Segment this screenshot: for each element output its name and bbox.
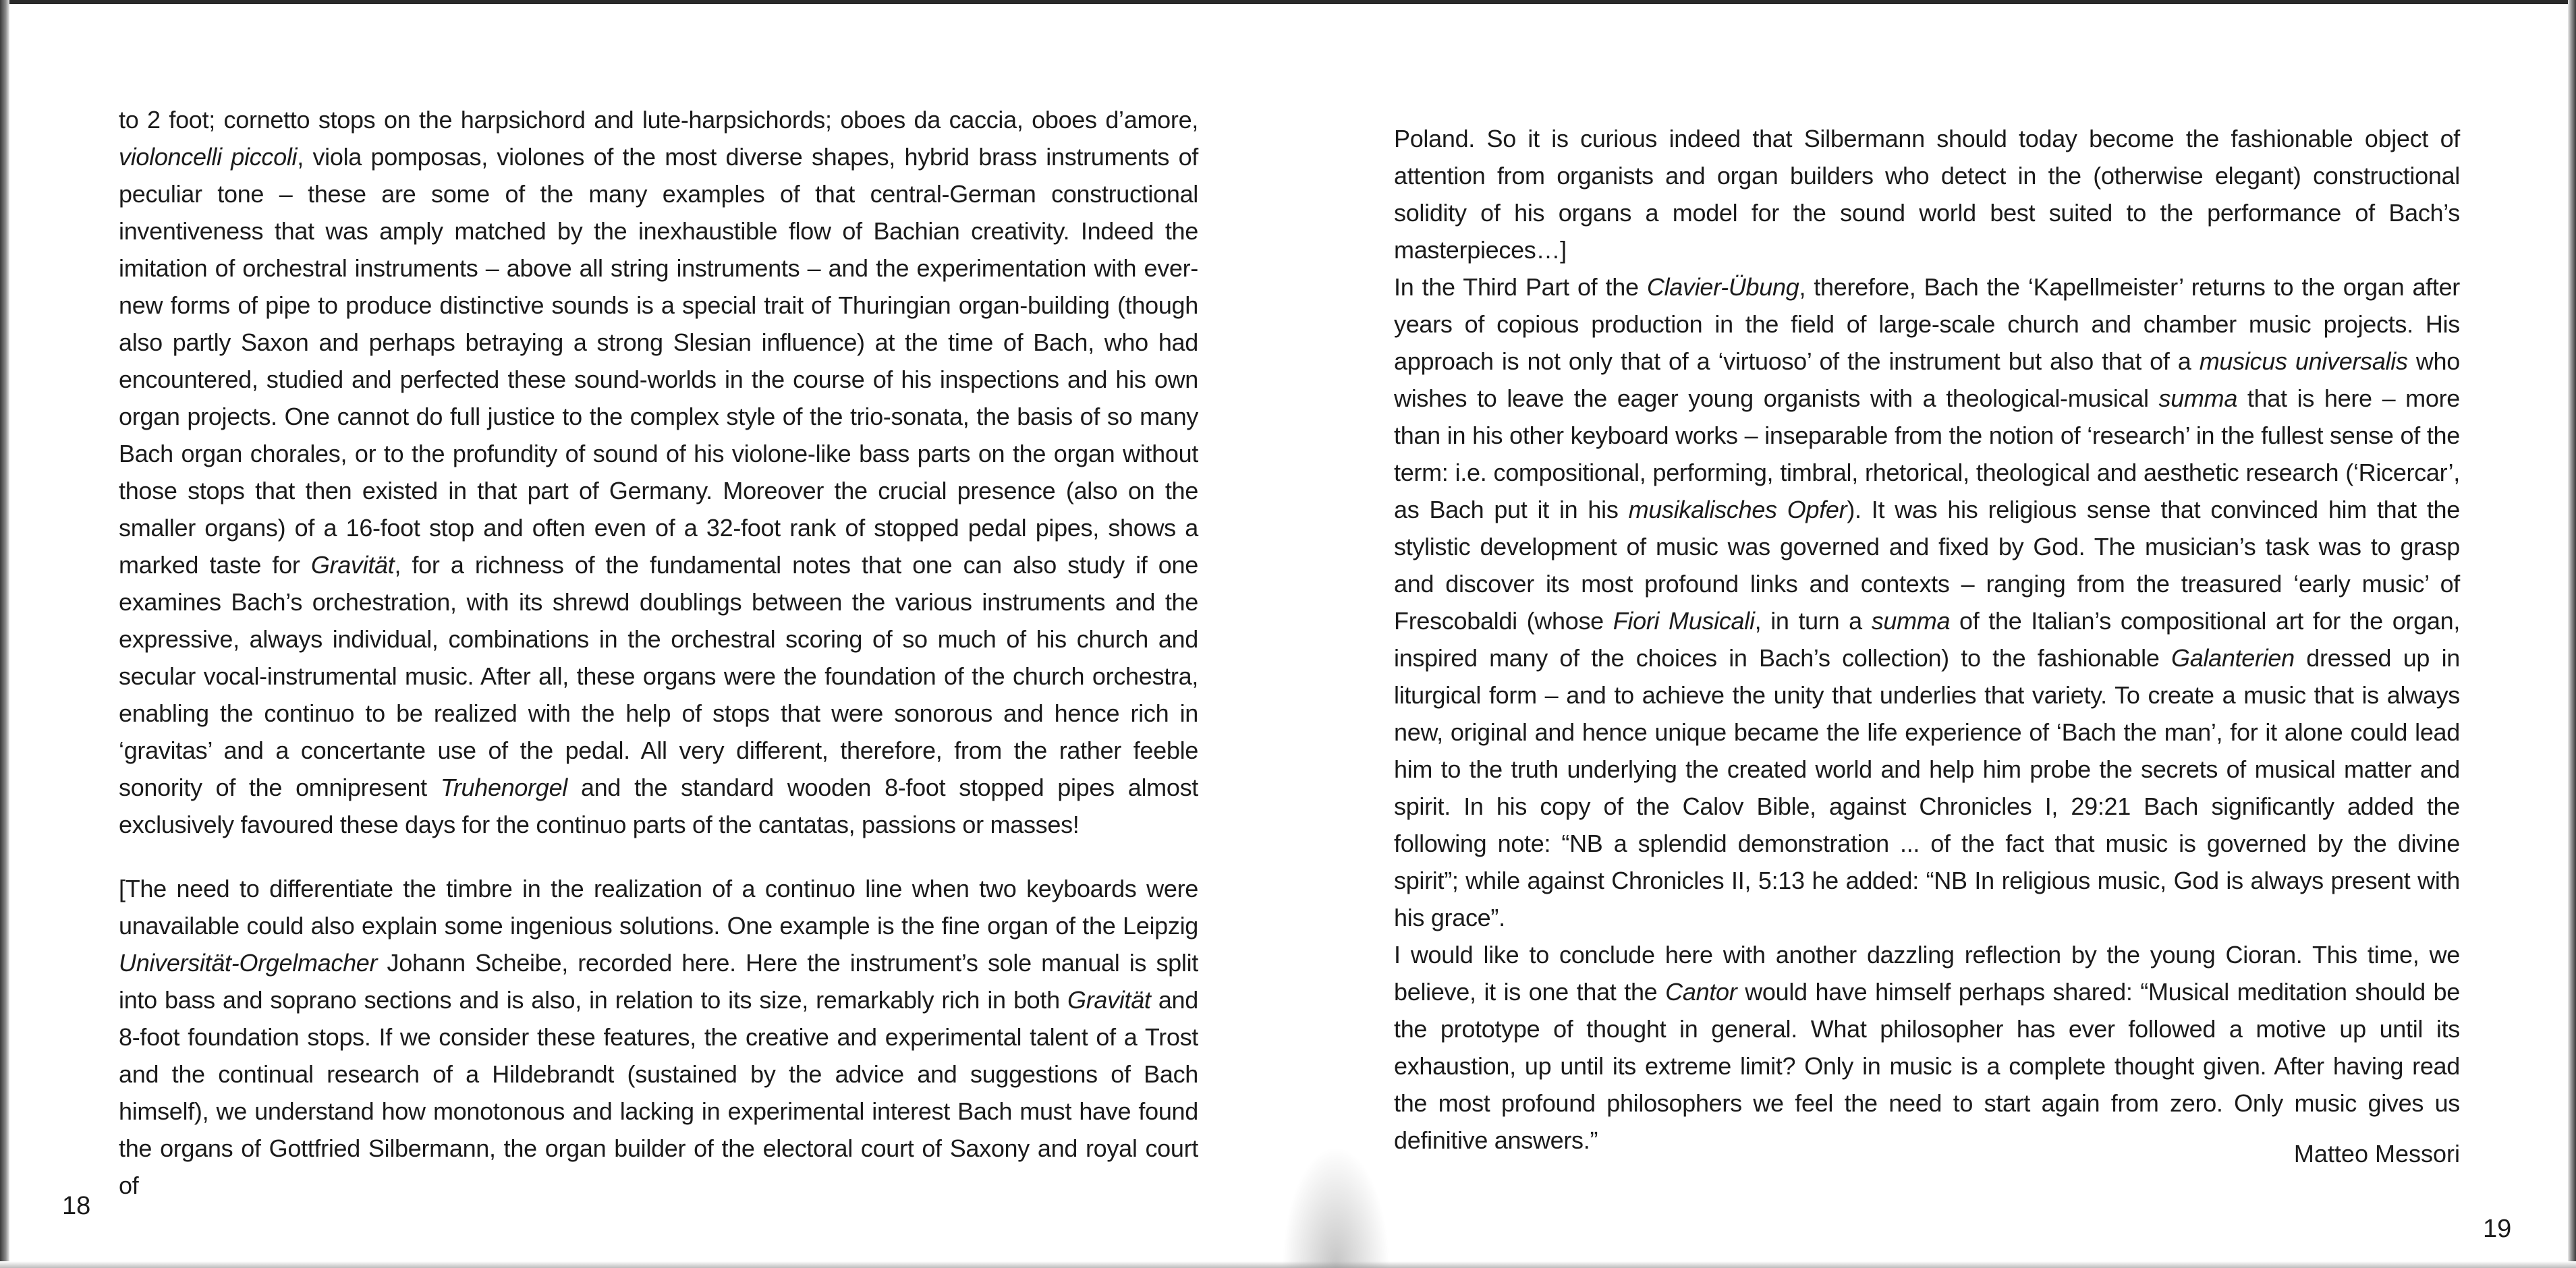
- italic-text-run: Universität-Orgelmacher: [119, 949, 378, 977]
- text-run: Johann Scheibe, recorded here. Here the instrument’s sole manual is split into bass and soprano sections and is also, in relation to its size, remarkably rich in both: [119, 949, 1198, 1014]
- italic-text-run: Gravität: [310, 551, 395, 579]
- italic-text-run: Galanterien: [2171, 644, 2295, 672]
- text-run: that is here – more than in his other keyboard works – inseparable from the notion of ‘research’ in the fullest sense of the term: i.e. compositional, performing, timbral, rhetorical, theological and aesthetic research (‘Ricercar’, as Bach put it in his: [1394, 384, 2460, 523]
- text-run: , therefore, Bach the ‘Kapellmeister’ returns to the organ after years of copious production in the field of large-scale church and chamber music projects. His approach is not only that of a ‘virtuoso’ of the instrument but also that of a: [1394, 273, 2460, 375]
- text-run: Poland. So it is curious indeed that Silbermann should today become the fashionable object of attention from organists and organ builders who detect in the (otherwise elegant) constructional solidity of his organs a model for the sound world best suited to the performance of Bach’s masterpieces…]: [1394, 125, 2460, 264]
- italic-text-run: Gravität: [1067, 986, 1151, 1014]
- binding-gutter-shadow: [1282, 1147, 1390, 1268]
- text-run: , for a richness of the fundamental notes that one can also study if one examines Bach’s orchestration, with its shrewd doublings between the various instruments and the expressive, always individual, combinations in the orchestral scoring of so much of his church and secular vocal-instrumental music. After all, these organs were the foundation of the church orchestra, enabling the continuo to be realized with the help of stops that were sonorous and hence rich in ‘gravitas’ and a concertante use of the pedal. All very different, therefore, from the rather feeble sonority of the omnipresent: [119, 551, 1198, 801]
- left-page: [119, 101, 1198, 1204]
- page-top-edge: [0, 0, 2576, 4]
- text-run: would have himself perhaps shared: “Musical meditation should be the prototype of thought in general. What philosopher has ever followed a motive up until its exhaustion, up until its extreme limit? Only in music is a complete thought given. After having read the most profound philosophers we feel the need to start again from zero. Only music gives us definitive answers.”: [1394, 978, 2460, 1154]
- text-run: to 2 foot; cornetto stops on the harpsichord and lute-harpsichords; oboes da caccia, oboes d’amore,: [119, 106, 1198, 134]
- page-number-left: 18: [62, 1192, 91, 1220]
- italic-text-run: summa: [2158, 384, 2238, 412]
- page-right-edge: [2568, 0, 2576, 1268]
- left-paragraph-2: [119, 870, 1198, 1204]
- text-run: , viola pomposas, violones of the most diverse shapes, hybrid brass instruments of peculiar tone – these are some of the many examples of that central-German constructional inventiveness that was amply matched by the inexhaustible flow of Bachian creativity. Indeed the imitation of orchestral instruments – above all string instruments – and the experimentation with ever-new forms of pipe to produce distinctive sounds is a special trait of Thuringian organ-building (though also partly Saxon and perhaps betraying a strong Slesian influence) at the time of Bach, who had encountered, studied and perfected these sound-worlds in the course of his inspections and his own organ projects. One cannot do full justice to the complex style of the trio-sonata, the basis of so many Bach organ chorales, or to the profundity of sound of his violone-like bass parts on the organ without those stops that then existed in that part of Germany. Moreover the crucial presence (also on the smaller organs) of a 16-foot stop and often even of a 32-foot rank of stopped pedal pipes, shows a marked taste for: [119, 143, 1198, 579]
- text-run: , in turn a: [1754, 607, 1872, 635]
- left-paragraph-1: [119, 101, 1198, 843]
- text-run: I would like to conclude here with another dazzling reflection by the young Cioran. This time, we believe, it is one that the: [1394, 941, 2460, 1006]
- italic-text-run: Fiori Musicali: [1613, 607, 1755, 635]
- italic-text-run: violoncelli piccoli: [119, 143, 298, 171]
- page-left-edge: [0, 0, 9, 1268]
- text-run: and the standard wooden 8-foot stopped pipes almost exclusively favoured these days for the continuo parts of the cantatas, passions or masses!: [119, 774, 1198, 838]
- text-run: dressed up in liturgical form – and to achieve the unity that underlies that variety. To create a music that is always new, original and hence unique became the life experience of ‘Bach the man’, for it alone could lead him to the truth underlying the created world and help him probe the secrets of musical matter and spirit. In his copy of the Calov Bible, against Chronicles I, 29:21 Bach significantly added the following note: “NB a splendid demonstration ... of the fact that music is governed by the divine spirit”; while against Chronicles II, 5:13 he added: “NB In religious music, God is always present with his grace”.: [1394, 644, 2460, 931]
- author-signature: Matteo Messori: [2293, 1140, 2460, 1168]
- right-page: [1394, 120, 2461, 1168]
- italic-text-run: Cantor: [1665, 978, 1737, 1006]
- right-paragraph-3: [1394, 936, 2460, 1159]
- text-run: ). It was his religious sense that convinced him that the stylistic development of music was governed and fixed by God. The musician’s task was to grasp and discover its most profound links and contexts – ranging from the treasured ‘early music’ of Frescobaldi (whose: [1394, 496, 2461, 635]
- text-run: [The need to differentiate the timbre in the realization of a continuo line when two keyboards were unavailable could also explain some ingenious solutions. One example is the fine organ of the Leipzig: [119, 875, 1198, 940]
- italic-text-run: musicus universalis: [2199, 347, 2408, 375]
- italic-text-run: summa: [1871, 607, 1951, 635]
- italic-text-run: musikalisches Opfer: [1628, 496, 1847, 523]
- text-run: who wishes to leave the eager young organists with a theological-musical: [1394, 347, 2460, 412]
- right-paragraph-1: [1394, 120, 2460, 268]
- italic-text-run: Truhenorgel: [440, 774, 567, 801]
- text-run: and 8-foot foundation stops. If we consider these features, the creative and experimental talent of a Trost and the continual research of a Hildebrandt (sustained by the advice and suggestions of Bach himself), we understand how monotonous and lacking in experimental interest Bach must have found the organs of Gottfried Silbermann, the organ builder of the electoral court of Saxony and royal court of: [119, 986, 1198, 1199]
- page-number-right: 19: [2483, 1215, 2512, 1243]
- text-run: In the Third Part of the: [1394, 273, 1647, 301]
- right-paragraph-2: [1394, 268, 2460, 936]
- italic-text-run: Clavier-Übung: [1646, 273, 1799, 301]
- text-run: of the Italian’s compositional art for the organ, inspired many of the choices in Bach’s collection) to the fashionable: [1394, 607, 2461, 672]
